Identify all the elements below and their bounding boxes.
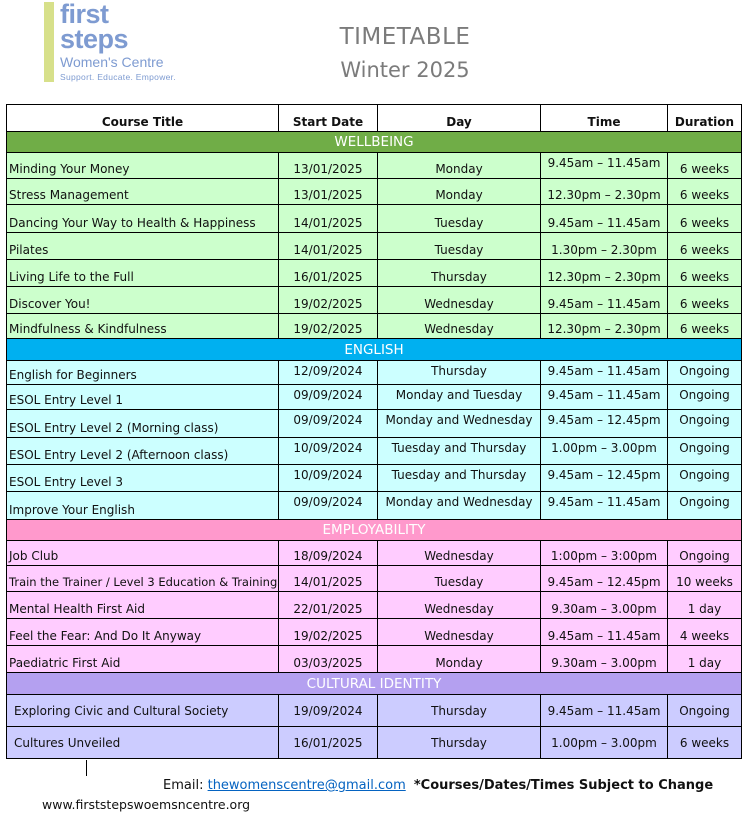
time: 9.45am – 11.45am — [541, 287, 668, 314]
logo-line-2: steps — [60, 24, 129, 54]
course-title: Paediatric First Aid — [7, 646, 279, 673]
duration: 6 weeks — [668, 179, 742, 205]
table-row — [7, 205, 742, 233]
day: Thursday — [378, 361, 541, 385]
table-row — [7, 233, 742, 260]
duration: 4 weeks — [668, 619, 742, 646]
day: Thursday — [378, 727, 541, 759]
start-date: 14/01/2025 — [279, 566, 378, 592]
first-steps-logo — [44, 2, 204, 84]
page-title: TIMETABLE — [339, 24, 471, 50]
start-date: 19/02/2025 — [279, 619, 378, 646]
time: 9.45am – 11.45am — [541, 205, 668, 233]
duration: Ongoing — [668, 410, 742, 438]
time: 12.30pm – 2.30pm — [541, 260, 668, 287]
time: 9.45am – 12.45pm — [541, 410, 668, 438]
email-label: Email: — [163, 778, 208, 793]
day: Tuesday and Thursday — [378, 465, 541, 492]
table-row — [7, 619, 742, 646]
day: Tuesday — [378, 233, 541, 260]
section-title: WELLBEING — [7, 132, 742, 153]
email-link[interactable]: thewomenscentre@gmail.com — [207, 778, 406, 793]
course-title: Mindfulness & Kindfulness — [7, 314, 279, 339]
start-date: 16/01/2025 — [279, 727, 378, 759]
start-date: 09/09/2024 — [279, 492, 378, 520]
section-header-employability — [7, 520, 742, 541]
duration: 6 weeks — [668, 205, 742, 233]
table-row — [7, 287, 742, 314]
course-title: Minding Your Money — [7, 153, 279, 179]
course-title: ESOL Entry Level 2 (Morning class) — [7, 410, 279, 438]
column-header-course-title: Course Title — [7, 105, 279, 132]
logo-line-1: first — [60, 0, 109, 29]
duration: 1 day — [668, 592, 742, 619]
duration: Ongoing — [668, 465, 742, 492]
column-header-time: Time — [541, 105, 668, 132]
duration: Ongoing — [668, 541, 742, 566]
website-url[interactable]: www.firststepswoemsncentre.org — [42, 797, 251, 812]
course-title: English for Beginners — [7, 361, 279, 385]
duration: 10 weeks — [668, 566, 742, 592]
section-title: ENGLISH — [7, 339, 742, 361]
time: 1:00pm – 3:00pm — [541, 541, 668, 566]
start-date: 13/01/2025 — [279, 153, 378, 179]
table-row — [7, 541, 742, 566]
day: Tuesday — [378, 205, 541, 233]
day: Thursday — [378, 695, 541, 727]
time: 9.45am – 11.45am — [541, 492, 668, 520]
section-header-english — [7, 339, 742, 361]
day: Tuesday — [378, 566, 541, 592]
start-date: 14/01/2025 — [279, 205, 378, 233]
table-row — [7, 492, 742, 520]
duration: Ongoing — [668, 695, 742, 727]
course-title: Dancing Your Way to Health & Happiness — [7, 205, 279, 233]
column-header-duration: Duration — [668, 105, 742, 132]
start-date: 19/02/2025 — [279, 314, 378, 339]
duration: 6 weeks — [668, 314, 742, 339]
course-title: Job Club — [7, 541, 279, 566]
start-date: 03/03/2025 — [279, 646, 378, 673]
table-row — [7, 465, 742, 492]
time: 1.00pm – 3.00pm — [541, 438, 668, 465]
section-header-cultural-identity — [7, 673, 742, 695]
time: 9.45am – 11.45am — [541, 361, 668, 385]
start-date: 12/09/2024 — [279, 361, 378, 385]
course-title: Pilates — [7, 233, 279, 260]
start-date: 16/01/2025 — [279, 260, 378, 287]
course-title: ESOL Entry Level 2 (Afternoon class) — [7, 438, 279, 465]
course-title: Train the Trainer / Level 3 Education & Training — [7, 566, 279, 592]
course-title: ESOL Entry Level 1 — [7, 385, 279, 410]
column-header-start-date: Start Date — [279, 105, 378, 132]
section-header-wellbeing — [7, 132, 742, 153]
duration: Ongoing — [668, 385, 742, 410]
course-title: ESOL Entry Level 3 — [7, 465, 279, 492]
time: 9.30am – 3.00pm — [541, 646, 668, 673]
course-title: Stress Management — [7, 179, 279, 205]
duration: 6 weeks — [668, 260, 742, 287]
course-title: Cultures Unveiled — [7, 727, 279, 759]
duration: 6 weeks — [668, 287, 742, 314]
section-title: EMPLOYABILITY — [7, 520, 742, 541]
day: Wednesday — [378, 541, 541, 566]
duration: 6 weeks — [668, 153, 742, 179]
table-row — [7, 410, 742, 438]
time: 9.45am – 12.45pm — [541, 566, 668, 592]
logo-subtitle: Women's Centre — [60, 54, 164, 70]
day: Monday and Tuesday — [378, 385, 541, 410]
time: 9.45am – 11.45am — [541, 385, 668, 410]
time: 1.30pm – 2.30pm — [541, 233, 668, 260]
day: Wednesday — [378, 314, 541, 339]
duration: 6 weeks — [668, 727, 742, 759]
day: Wednesday — [378, 592, 541, 619]
page-subtitle: Winter 2025 — [340, 58, 470, 82]
start-date: 10/09/2024 — [279, 438, 378, 465]
section-title: CULTURAL IDENTITY — [7, 673, 742, 695]
start-date: 18/09/2024 — [279, 541, 378, 566]
start-date: 13/01/2025 — [279, 179, 378, 205]
start-date: 09/09/2024 — [279, 385, 378, 410]
start-date: 19/09/2024 — [279, 695, 378, 727]
duration: Ongoing — [668, 361, 742, 385]
duration: 1 day — [668, 646, 742, 673]
table-row — [7, 260, 742, 287]
timetable-table — [6, 104, 742, 759]
time: 12.30pm – 2.30pm — [541, 314, 668, 339]
table-row — [7, 646, 742, 673]
day: Monday and Wednesday — [378, 492, 541, 520]
table-row — [7, 438, 742, 465]
start-date: 10/09/2024 — [279, 465, 378, 492]
duration: Ongoing — [668, 492, 742, 520]
day: Wednesday — [378, 287, 541, 314]
logo-accent-bar — [44, 2, 54, 82]
start-date: 09/09/2024 — [279, 410, 378, 438]
column-header-day: Day — [378, 105, 541, 132]
table-row — [7, 314, 742, 339]
duration: 6 weeks — [668, 233, 742, 260]
change-notice: *Courses/Dates/Times Subject to Change — [413, 778, 714, 793]
time: 1.00pm – 3.00pm — [541, 727, 668, 759]
footer-contact — [163, 778, 713, 793]
day: Thursday — [378, 260, 541, 287]
start-date: 14/01/2025 — [279, 233, 378, 260]
time: 9.30am – 3.00pm — [541, 592, 668, 619]
time: 9.45am – 11.45am — [541, 153, 668, 179]
table-row — [7, 361, 742, 385]
time: 9.45am – 11.45am — [541, 695, 668, 727]
footer-divider — [86, 760, 87, 776]
table-row — [7, 695, 742, 727]
table-row — [7, 179, 742, 205]
table-row — [7, 385, 742, 410]
day: Monday — [378, 153, 541, 179]
logo-tagline: Support. Educate. Empower. — [60, 72, 177, 82]
course-title: Living Life to the Full — [7, 260, 279, 287]
time: 9.45am – 12.45pm — [541, 465, 668, 492]
start-date: 22/01/2025 — [279, 592, 378, 619]
day: Monday and Wednesday — [378, 410, 541, 438]
time: 12.30pm – 2.30pm — [541, 179, 668, 205]
start-date: 19/02/2025 — [279, 287, 378, 314]
header-row — [7, 105, 742, 132]
course-title: Exploring Civic and Cultural Society — [7, 695, 279, 727]
table-row — [7, 592, 742, 619]
course-title: Feel the Fear: And Do It Anyway — [7, 619, 279, 646]
day: Monday — [378, 646, 541, 673]
day: Tuesday and Thursday — [378, 438, 541, 465]
course-title: Improve Your English — [7, 492, 279, 520]
table-row — [7, 566, 742, 592]
duration: Ongoing — [668, 438, 742, 465]
course-title: Mental Health First Aid — [7, 592, 279, 619]
time: 9.45am – 11.45am — [541, 619, 668, 646]
course-title: Discover You! — [7, 287, 279, 314]
table-row — [7, 727, 742, 759]
day: Wednesday — [378, 619, 541, 646]
table-row — [7, 153, 742, 179]
day: Monday — [378, 179, 541, 205]
